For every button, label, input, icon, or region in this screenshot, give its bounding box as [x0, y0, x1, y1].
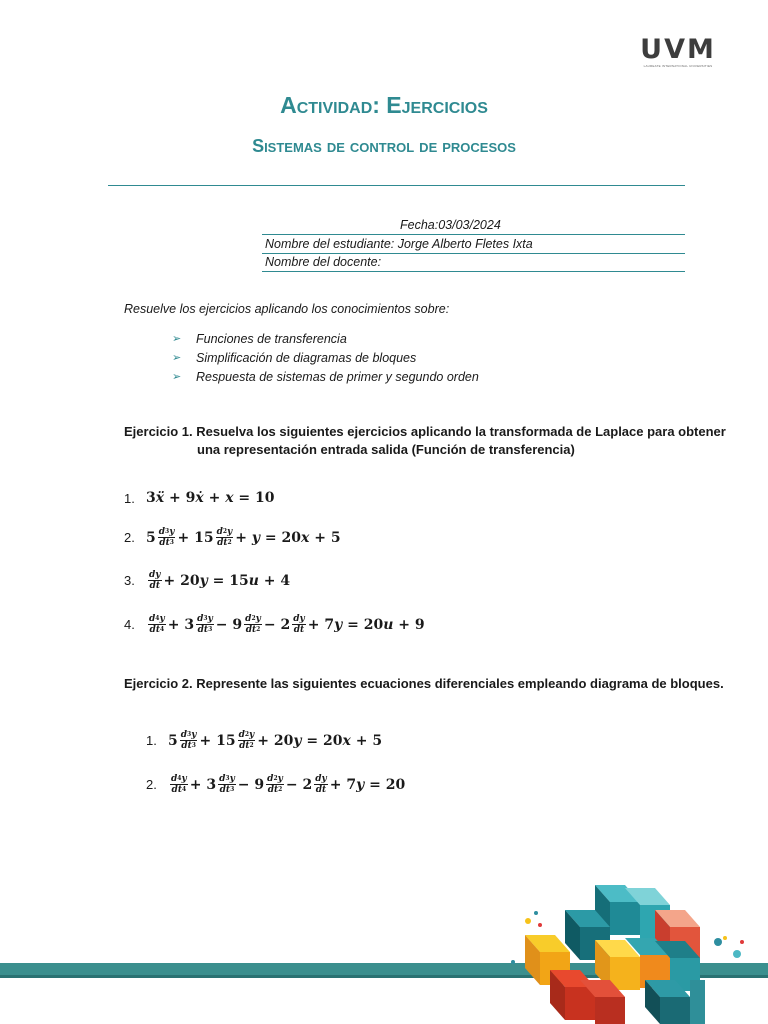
decor-dot	[723, 936, 727, 940]
list-item	[172, 368, 479, 387]
instructions-text: Resuelve los ejercicios aplicando los conocimientos sobre:	[124, 302, 450, 316]
topics-list	[172, 330, 479, 387]
ej2-equation-1	[146, 730, 382, 751]
logo-tagline: LAUREATE INTERNATIONAL UNIVERSITIES	[643, 64, 713, 68]
cube-face	[610, 902, 640, 935]
ej2-equation-2	[146, 774, 405, 795]
cube-face	[610, 957, 640, 990]
decor-dot	[714, 938, 722, 946]
cube-face	[690, 980, 705, 1024]
arrow-bullet-icon: ➢	[172, 333, 182, 345]
equation-number: 2.	[146, 777, 157, 792]
topic-label: Simplificación de diagramas de bloques	[196, 351, 417, 365]
teacher-name-field	[262, 254, 685, 272]
ej1-equation-4	[124, 614, 425, 635]
page-title: Actividad: Ejercicios	[280, 92, 488, 118]
equation-number: 1.	[146, 733, 157, 748]
decor-dot	[534, 911, 538, 915]
math-expression: $\frac{d^4y}{dt^4}$ + 3 $\frac{d^3y}{dt^3}$ − 9 $\frac{d^2y}{dt^2}$ − 2 $\frac{dy}{dt}$ + 7 y = 20 u + 9	[149, 614, 425, 635]
decor-dot	[733, 950, 741, 958]
topic-label: Respuesta de sistemas de primer y segundo orden	[196, 370, 479, 384]
page-subtitle: Sistemas de control de procesos	[252, 136, 516, 156]
math-expression: 5 $\frac{d^3y}{dt^3}$ + 15 $\frac{d^2y}{dt^2}$ + y = 20 x + 5	[146, 527, 341, 548]
cube-face	[565, 987, 595, 1020]
arrow-bullet-icon: ➢	[172, 371, 182, 383]
ej1-equation-3	[124, 570, 290, 591]
math-expression: 3 ẍ + 9 ẋ + x = 10	[146, 490, 275, 506]
title-divider	[108, 185, 685, 186]
cube-face	[595, 997, 625, 1024]
equation-number: 4.	[124, 617, 135, 632]
logo-brand: UVM	[640, 34, 716, 65]
fecha-text: Fecha:03/03/2024	[400, 218, 501, 232]
topic-label: Funciones de transferencia	[196, 332, 347, 346]
equation-number: 1.	[124, 490, 135, 506]
decor-dot	[740, 940, 744, 944]
teacher-name-text: Nombre del docente:	[265, 255, 382, 269]
cube-face	[660, 997, 690, 1024]
decorative-cubes-graphic	[505, 880, 768, 1024]
decor-dot	[525, 918, 531, 924]
list-item	[172, 330, 479, 349]
ej1-equation-2	[124, 527, 341, 548]
decor-dot	[538, 923, 542, 927]
ejercicio2-heading: Ejercicio 2. Represente las siguientes ecuaciones diferenciales empleando diagrama de bloques.	[124, 676, 724, 691]
equation-number: 3.	[124, 573, 135, 588]
arrow-bullet-icon: ➢	[172, 352, 182, 364]
fecha-field	[262, 217, 685, 235]
equation-number: 2.	[124, 530, 135, 545]
ej1-equation-1	[124, 490, 275, 506]
ejercicio1-heading-line2: una representación entrada salida (Función de transferencia)	[197, 442, 575, 457]
decor-dot	[511, 960, 515, 964]
ejercicio1-heading-line1: Ejercicio 1. Resuelva los siguientes ejercicios aplicando la transformada de Laplace para obtener	[124, 424, 726, 439]
math-expression: 5 $\frac{d^3y}{dt^3}$ + 15 $\frac{d^2y}{dt^2}$ + 20 y = 20 x + 5	[168, 730, 383, 751]
student-name-field	[262, 236, 685, 254]
list-item	[172, 349, 479, 368]
math-expression: $\frac{dy}{dt}$ + 20 y = 15 u + 4	[149, 570, 291, 591]
math-expression: $\frac{d^4y}{dt^4}$ + 3 $\frac{d^3y}{dt^3}$ − 9 $\frac{d^2y}{dt^2}$ − 2 $\frac{dy}{dt}$ + 7 y = 20	[171, 774, 406, 795]
uvm-logo	[636, 36, 720, 72]
student-name-text: Nombre del estudiante: Jorge Alberto Fletes Ixta	[265, 237, 533, 251]
